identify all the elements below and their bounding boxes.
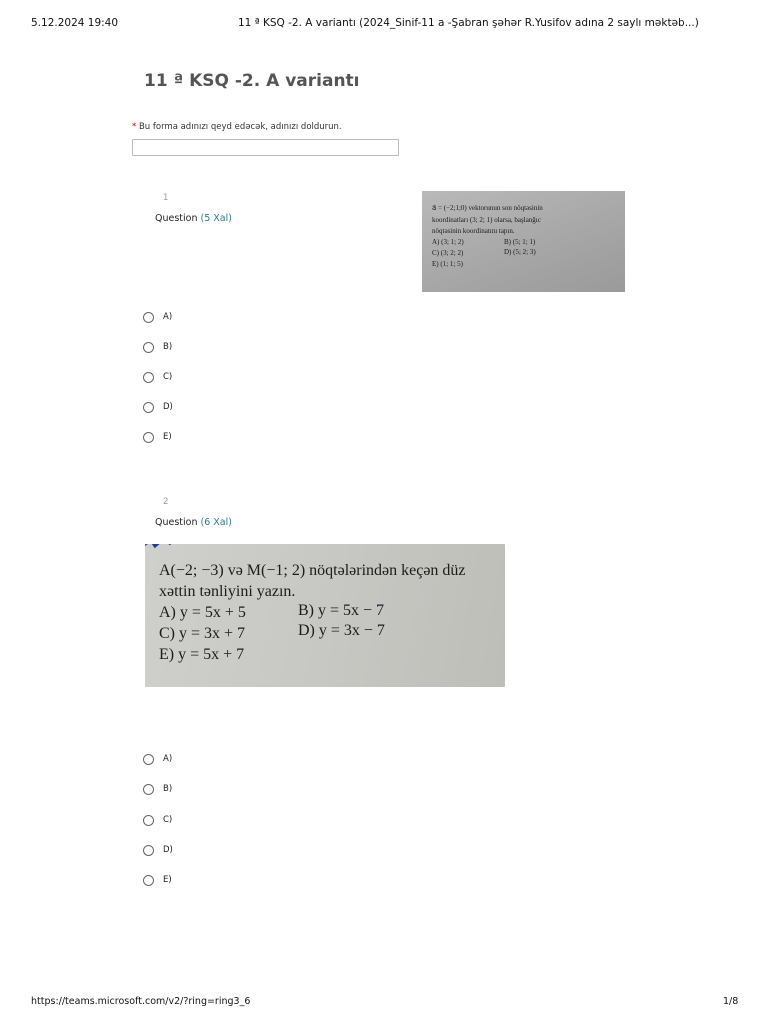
question-label-text: Question (155, 517, 198, 528)
question-image (422, 191, 625, 292)
option-label: E) (163, 875, 172, 885)
print-doc-title: 11 ª KSQ -2. A variantı (2024_Sinif-11 a -Şabran şəhər R.Yusifov adına 2 saylı məktəb...) (238, 17, 699, 29)
question-image (145, 544, 505, 687)
option-d[interactable] (143, 842, 173, 858)
option-label: D) (163, 402, 173, 412)
radio-button[interactable] (143, 312, 154, 323)
option-c[interactable] (143, 369, 172, 385)
option-c[interactable] (143, 812, 172, 828)
option-label: E) (163, 432, 172, 442)
option-b[interactable] (143, 339, 172, 355)
image-text-line: D) y = 3x − 7 (298, 622, 385, 639)
image-text-line: nöqtəsinin koordinatını tapın. (432, 227, 515, 235)
question-points: (6 Xal) (200, 517, 232, 528)
radio-button[interactable] (143, 432, 154, 443)
option-d[interactable] (143, 399, 173, 415)
name-input[interactable] (132, 139, 399, 156)
image-text-line: C) y = 3x + 7 (159, 625, 246, 642)
radio-button[interactable] (143, 875, 154, 886)
option-label: B) (163, 784, 173, 794)
radio-button[interactable] (143, 815, 154, 826)
radio-button[interactable] (143, 784, 154, 795)
question-label-text: Question (155, 213, 198, 224)
name-prompt-text: Bu forma adınızı qeyd edəcək, adınızı doldurun. (138, 122, 342, 132)
option-b[interactable] (143, 781, 172, 797)
option-e[interactable] (143, 429, 172, 445)
image-text-line: A) y = 5x + 5 (159, 604, 246, 621)
name-prompt (132, 122, 342, 132)
option-label: C) (163, 815, 173, 825)
question-points: (5 Xal) (200, 213, 232, 224)
image-text-line: C) (3; 2; 2) (432, 249, 464, 257)
image-text-line: koordinatları (3; 2; 1) olarsa, başlanğıc (432, 216, 541, 224)
question-number: 1 (163, 193, 169, 203)
image-text-line: E) y = 5x + 7 (159, 646, 245, 663)
option-label: A) (163, 754, 173, 764)
option-label: C) (163, 372, 173, 382)
option-a[interactable] (143, 751, 172, 767)
print-datetime: 5.12.2024 19:40 (31, 17, 119, 29)
pen-mark-icon (145, 544, 175, 550)
option-label: B) (163, 342, 173, 352)
radio-button[interactable] (143, 845, 154, 856)
image-text-line: D) (5; 2; 3) (504, 248, 536, 256)
option-label: A) (163, 312, 173, 322)
image-text-line: B) y = 5x − 7 (298, 602, 385, 619)
radio-button[interactable] (143, 402, 154, 413)
question-label (155, 517, 232, 528)
print-page-number: 1/8 (723, 996, 739, 1007)
print-url: https://teams.microsoft.com/v2/?ring=ring3_6 (31, 996, 251, 1007)
question-number: 2 (163, 497, 169, 507)
option-a[interactable] (143, 309, 172, 325)
radio-button[interactable] (143, 342, 154, 353)
option-e[interactable] (143, 872, 172, 888)
image-text-line: A(−2; −3) və M(−1; 2) nöqtələrindən keçən düz (159, 562, 466, 579)
required-star: * (132, 122, 137, 132)
option-label: D) (163, 845, 173, 855)
image-text-line: a⃗ = (−2;1;0) vektorunun son nöqtəsinin (432, 204, 543, 212)
image-text-line: xəttin tənliyini yazın. (159, 583, 296, 600)
radio-button[interactable] (143, 754, 154, 765)
image-text-line: A) (3; 1; 2) (432, 238, 464, 246)
question-label (155, 213, 232, 224)
image-text-line: E) (1; 1; 5) (432, 260, 463, 268)
form-title: 11 ª KSQ -2. A variantı (144, 71, 360, 91)
image-text-line: B) (5; 1; 1) (504, 238, 536, 246)
radio-button[interactable] (143, 372, 154, 383)
